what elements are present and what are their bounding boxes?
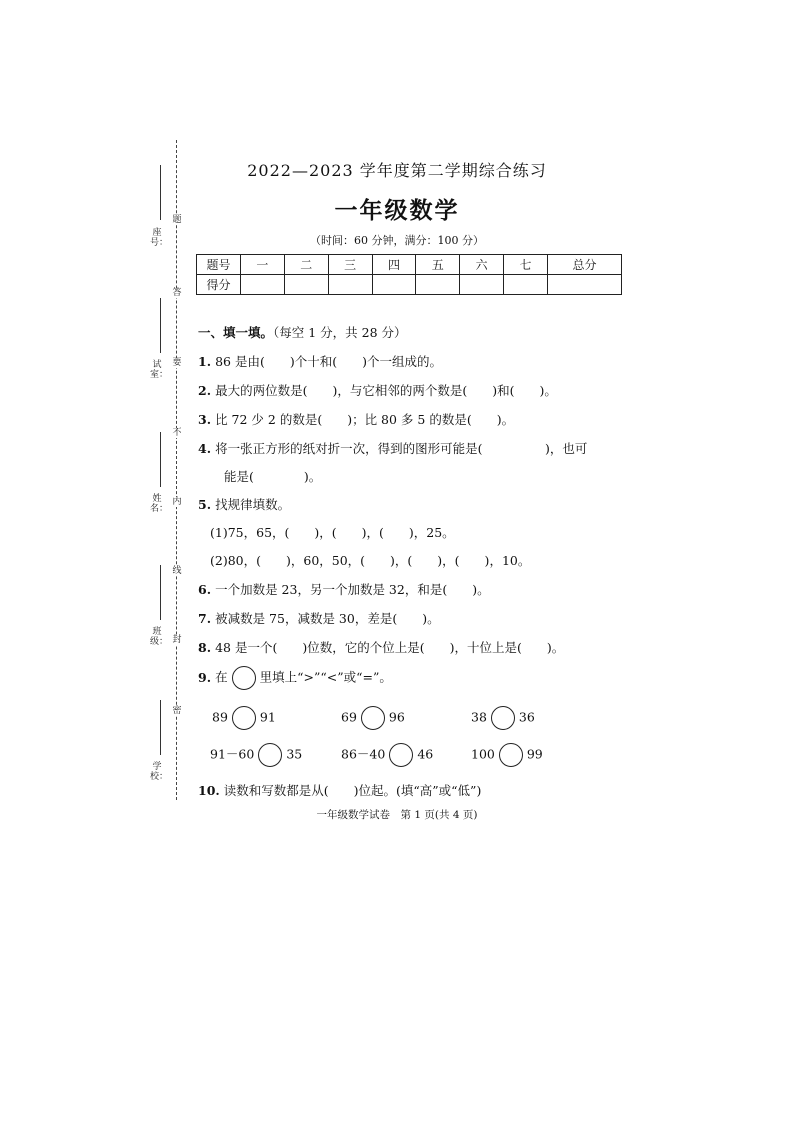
question-number: 8.: [198, 640, 212, 655]
question-6: [198, 580, 490, 598]
question-text: 86 是由( )个十和( )个一组成的。: [215, 354, 442, 369]
question-5: [198, 495, 290, 513]
comparison-right: 35: [286, 746, 303, 762]
seal-char: 答: [170, 288, 184, 298]
score-cell[interactable]: [548, 275, 622, 295]
answer-circle[interactable]: [258, 743, 282, 767]
comparison-right: 99: [526, 746, 543, 762]
page-title: 一年级数学: [334, 197, 460, 224]
question-10: [198, 781, 481, 799]
question-number: 10.: [198, 783, 220, 798]
answer-circle[interactable]: [232, 706, 256, 730]
seal-char: 线: [170, 566, 184, 576]
question-text: (2)80，( )，60，50，( )，( )，( )，10。: [210, 553, 531, 568]
table-cell: 六: [460, 255, 504, 275]
question-text: 在: [215, 669, 228, 685]
table-cell: 七: [504, 255, 548, 275]
section-title: 一、填一填。: [198, 325, 274, 340]
seal-char: 内: [170, 497, 184, 507]
question-9: [198, 666, 392, 690]
table-cell: 五: [416, 255, 460, 275]
comparison-right: 96: [388, 709, 405, 725]
question-number: 3.: [198, 412, 212, 427]
question-text: 读数和写数都是从( )位起。(填“高”或“低”): [223, 783, 482, 798]
question-number: 1.: [198, 354, 212, 369]
name-label: 姓名：: [150, 494, 169, 514]
question-text: 最大的两位数是( )，与它相邻的两个数是( )和( )。: [215, 383, 557, 398]
question-3: [198, 410, 514, 428]
score-cell[interactable]: [284, 275, 328, 295]
answer-circle[interactable]: [361, 706, 385, 730]
page-footer: 一年级数学试卷 第 1 页(共 4 页): [316, 809, 478, 821]
seal-char: 封: [170, 635, 184, 645]
answer-circle[interactable]: [491, 706, 515, 730]
comparison-left: 86－40: [341, 746, 386, 762]
circle-icon: [232, 666, 256, 690]
question-number: 9.: [198, 669, 212, 685]
comparison-right: 46: [417, 746, 434, 762]
comparison-item: [341, 743, 433, 767]
comparison-left: 38: [471, 709, 487, 725]
question-5-part-2: [210, 551, 530, 569]
score-cell[interactable]: [460, 275, 504, 295]
exam-room-label: 试室：: [150, 360, 169, 380]
table-cell: 四: [372, 255, 416, 275]
name-line: [160, 432, 161, 487]
question-number: 5.: [198, 497, 212, 512]
exam-room-line: [160, 298, 161, 353]
class-label: 班级：: [150, 627, 169, 647]
comparison-left: 89: [212, 709, 228, 725]
comparison-left: 91－60: [210, 746, 255, 762]
table-cell: 三: [328, 255, 372, 275]
comparison-item: [471, 743, 543, 767]
question-2: [198, 381, 557, 399]
question-number: 6.: [198, 582, 212, 597]
seat-number-label: 座号：: [150, 228, 169, 248]
score-cell[interactable]: [241, 275, 285, 295]
question-text: (1)75，65，( )，( )，( )，25。: [210, 525, 455, 540]
comparison-right: 36: [518, 709, 535, 725]
class-line: [160, 565, 161, 620]
score-table-score-row: [197, 275, 622, 295]
table-cell: 题号: [197, 255, 241, 275]
score-cell[interactable]: [416, 275, 460, 295]
question-4-continued: [224, 467, 321, 485]
question-number: 7.: [198, 611, 212, 626]
score-cell[interactable]: [372, 275, 416, 295]
school-line: [160, 700, 161, 755]
question-number: 2.: [198, 383, 212, 398]
year-title: 2022—2023 学年度第二学期综合练习: [247, 161, 547, 180]
seal-char: 题: [170, 215, 184, 225]
question-text: 里填上“>”“<”或“=”。: [259, 669, 392, 685]
exam-info: （时间：60 分钟，满分：100 分）: [310, 234, 484, 247]
comparison-item: [341, 706, 405, 730]
question-text: 一个加数是 23，另一个加数是 32，和是( )。: [215, 582, 490, 597]
answer-circle[interactable]: [389, 743, 413, 767]
question-1: [198, 352, 442, 370]
seal-char: 密: [170, 706, 184, 716]
comparison-left: 69: [341, 709, 357, 725]
school-label: 学校：: [150, 762, 169, 782]
question-text: 48 是一个( )位数，它的个位上是( )，十位上是( )。: [215, 640, 565, 655]
score-cell[interactable]: [504, 275, 548, 295]
seal-char: 要: [170, 358, 184, 368]
table-cell: 一: [241, 255, 285, 275]
table-cell: 二: [284, 255, 328, 275]
question-text: 找规律填数。: [215, 497, 291, 512]
question-4: [198, 439, 587, 457]
comparison-item: [210, 743, 302, 767]
comparison-item: [471, 706, 535, 730]
seal-char: 不: [170, 428, 184, 438]
table-cell: 得分: [197, 275, 241, 295]
answer-circle[interactable]: [499, 743, 523, 767]
comparison-item: [212, 706, 276, 730]
question-7: [198, 609, 440, 627]
question-text: 能是( )。: [224, 469, 322, 484]
comparison-left: 100: [471, 746, 495, 762]
table-cell: 总分: [548, 255, 622, 275]
question-text: 被减数是 75，减数是 30，差是( )。: [215, 611, 440, 626]
score-cell[interactable]: [328, 275, 372, 295]
question-number: 4.: [198, 441, 212, 456]
question-8: [198, 638, 564, 656]
score-table-header-row: [197, 255, 622, 275]
section-heading: [198, 323, 407, 341]
question-5-part-1: [210, 523, 455, 541]
comparison-right: 91: [259, 709, 276, 725]
section-note: （每空 1 分，共 28 分）: [273, 325, 407, 340]
score-table: [196, 254, 622, 295]
question-text: 将一张正方形的纸对折一次，得到的图形可能是( )，也可: [215, 441, 588, 456]
question-text: 比 72 少 2 的数是( )；比 80 多 5 的数是( )。: [215, 412, 515, 427]
